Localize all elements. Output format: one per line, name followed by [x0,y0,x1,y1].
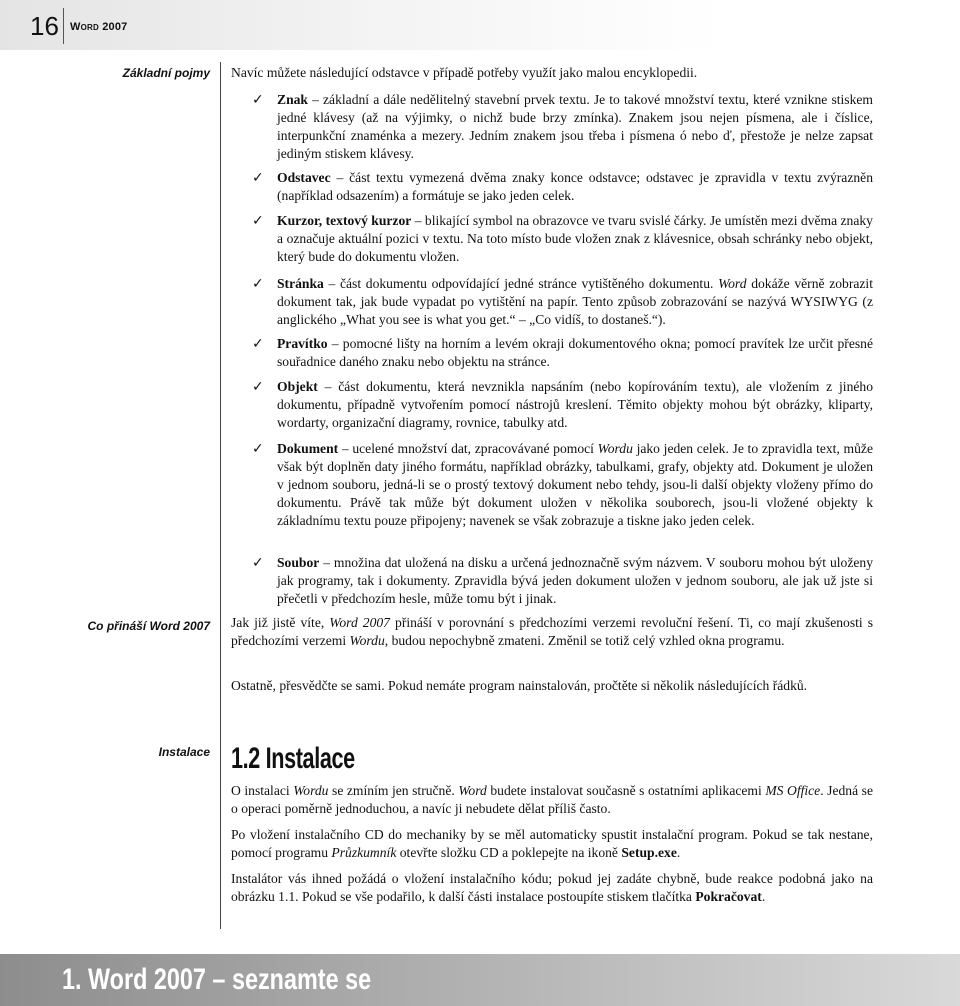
text-run: přináší v porovnání s předchozími verzemi revoluční řešení. Ti, co mají zkušenosti s předchozími verzemi [231,615,873,648]
glossary-term: Stránka [277,276,324,291]
text-run: se zmíním jen stručně. [328,783,459,798]
text-run: – základní a dále nedělitelný stavební prvek textu. Je to takové množství textu, které vznikne stiskem jedné klávesy (až na výjimky, o nichž bude brzy zmínka). Znakem jsou nejen písmena, ale i číslice, interpunkční znaménka a mezery. Jedním znakem jsou třeba i písmena ó nebo ď, přestože je nelze zapsat jediným stiskem klávesy. [277,92,873,161]
page-footer [0,954,960,1006]
glossary-item [252,554,873,608]
text-run: – množina dat uložená na disku a určená jednoznačně svým názvem. V souboru mohou být uloženy jak programy, tak i dokumenty. Zpravidla bývá jeden dokument uložen v jednom souboru, ale jak už jste si přečetli v předchozím hesle, může tomu být i jinak. [277,555,873,606]
text-run: Po vložení instalačního CD do mechaniky by se měl automaticky spustit instalační program. Pokud se tak nestane, pomocí programu [231,827,873,860]
glossary-definition [277,441,873,528]
text-run: . [676,845,681,860]
text-run: otevřte složku CD a poklepejte na ikoně [396,845,622,860]
page-number: 16 [30,11,59,41]
text-run: Ostatně, přesvědčte se sami. Pokud nemáte program nainstalován, pročtěte si několik následujících řádků. [231,678,808,693]
check-icon: ✓ [252,276,264,292]
install-paragraph [231,870,873,906]
text-run: . [761,889,766,904]
glossary-item [252,91,873,163]
glossary-definition [277,379,873,430]
side-label-whats-new: Co přináší Word 2007 [87,619,210,633]
glossary-definition [277,170,873,203]
strong-text: Setup.exe [621,845,677,860]
glossary-definition [277,92,873,161]
text-run: jako jeden celek. Je to zpravidla text, může však být doplněn daty jiného formátu, například obrázky, tabulkami, grafy, objekty atd. Dokument je uložen v jednom souboru, jedná-li se o prostý textový dokument nebo tehdy, jsou-li další objekty vloženy přímo do dokumentu. Právě tak může být dokument uložen v několika souborech, jsou-li vložené objekty k základnímu textu pouze připojeny; navenek se však zobrazuje a tiskne jako jeden celek. [277,441,873,528]
whats-new-paragraph [231,614,873,650]
chapter-title: 1. Word 2007 – seznamte se [62,963,372,996]
emphasis-text: Wordu [597,441,633,456]
emphasis-text: Průzkumník [331,845,397,860]
emphasis-text: Word [458,783,487,798]
text-run: – blikající symbol na obrazovce ve tvaru svislé čárky. Je umístěn mezi dvěma znaky a označuje aktuální pozici v textu. Na toto místo bude vložen znak z klávesnice, obsah schránky nebo objekt, který bude do dokumentu vložen. [277,213,873,264]
text-run: – část dokumentu, která nevznikla napsáním (nebo kopírováním textu), ale vložením z jiného dokumentu, případně vytvořením pomocí nástrojů kreslení. Těmito objekty mohou být obrázky, kliparty, wordarty, organizační diagramy, rovnice, tabulky atd. [277,379,873,430]
glossary-item [252,169,873,205]
check-icon: ✓ [252,213,264,229]
check-icon: ✓ [252,336,264,352]
section-heading: 1.2 Instalace [231,742,355,775]
text-run: . Jedná se o operaci poměrně jednoduchou, a navíc ji nebudete dělat příliš často. [231,783,873,816]
text-run: O instalaci [231,783,294,798]
glossary-term: Pravítko [277,336,328,351]
text-run: – část dokumentu odpovídající jedné stránce vytištěného dokumentu. [323,276,719,291]
glossary-term: Znak [277,92,308,107]
glossary-item [252,212,873,266]
glossary-definition [277,555,873,606]
glossary-term: Kurzor, textový kurzor [277,213,412,228]
text-run: – ucelené množství dat, zpracovávané pomocí [338,441,598,456]
install-paragraph [231,782,873,818]
glossary-definition [277,276,873,327]
check-icon: ✓ [252,379,264,395]
running-title: Word 2007 [70,21,128,33]
margin-rule [220,62,221,929]
text-run: Jak již jistě víte, [231,615,330,630]
strong-text: Pokračovat [695,889,762,904]
emphasis-text: Wordu [293,783,329,798]
glossary-definition [277,336,873,369]
check-icon: ✓ [252,170,264,186]
side-label-install: Instalace [158,745,210,759]
text-run: Instalátor vás ihned požádá o vložení instalačního kódu; pokud jej zadáte chybně, bude reakce podobná jako na obrázku 1.1. Pokud se vše podařilo, k další části instalace postoupíte stiskem tlačítka [231,871,873,904]
text-run: – pomocné lišty na horním a levém okraji dokumentového okna; pomocí pravítek lze určit přesné souřadnice daného znaku nebo objektu na stránce. [277,336,873,369]
install-paragraph [231,826,873,862]
page-header [0,0,960,50]
check-icon: ✓ [252,441,264,457]
check-icon: ✓ [252,555,264,571]
text-run: – část textu vymezená dvěma znaky konce odstavce; odstavec je zpravidla v textu zvýrazněn (například odsazením) a formátuje se jako jeden celek. [277,170,873,203]
emphasis-text: MS Office [765,783,821,798]
side-label-basics: Základní pojmy [122,66,210,80]
text-run: , budou nepochybně zmateni. Změnil se totiž celý vzhled okna programu. [384,633,785,648]
glossary-term: Dokument [277,441,339,456]
intro-paragraph: Navíc můžete následující odstavce v případě potřeby využít jako malou encyklopedii. [231,65,698,80]
glossary-item [252,275,873,329]
header-divider [63,8,64,44]
glossary-item [252,378,873,432]
glossary-term: Odstavec [277,170,331,185]
glossary-term: Soubor [277,555,320,570]
text-run: budete instalovat současně s ostatními aplikacemi [486,783,766,798]
emphasis-text: Word 2007 [329,615,390,630]
emphasis-text: Word [718,276,747,291]
glossary-term: Objekt [277,379,318,394]
whats-new-paragraph [231,677,873,695]
emphasis-text: Wordu [349,633,385,648]
check-icon: ✓ [252,92,264,108]
text-run: dokáže věrně zobrazit dokument tak, jak bude vypadat po vytištění na papír. Tento způsob zobrazování se nazývá WYSIWYG (z anglického „What you see is what you get.“ – „Co vidíš, to dostaneš.“). [277,276,873,327]
glossary-item [252,335,873,371]
glossary-item [252,440,873,530]
